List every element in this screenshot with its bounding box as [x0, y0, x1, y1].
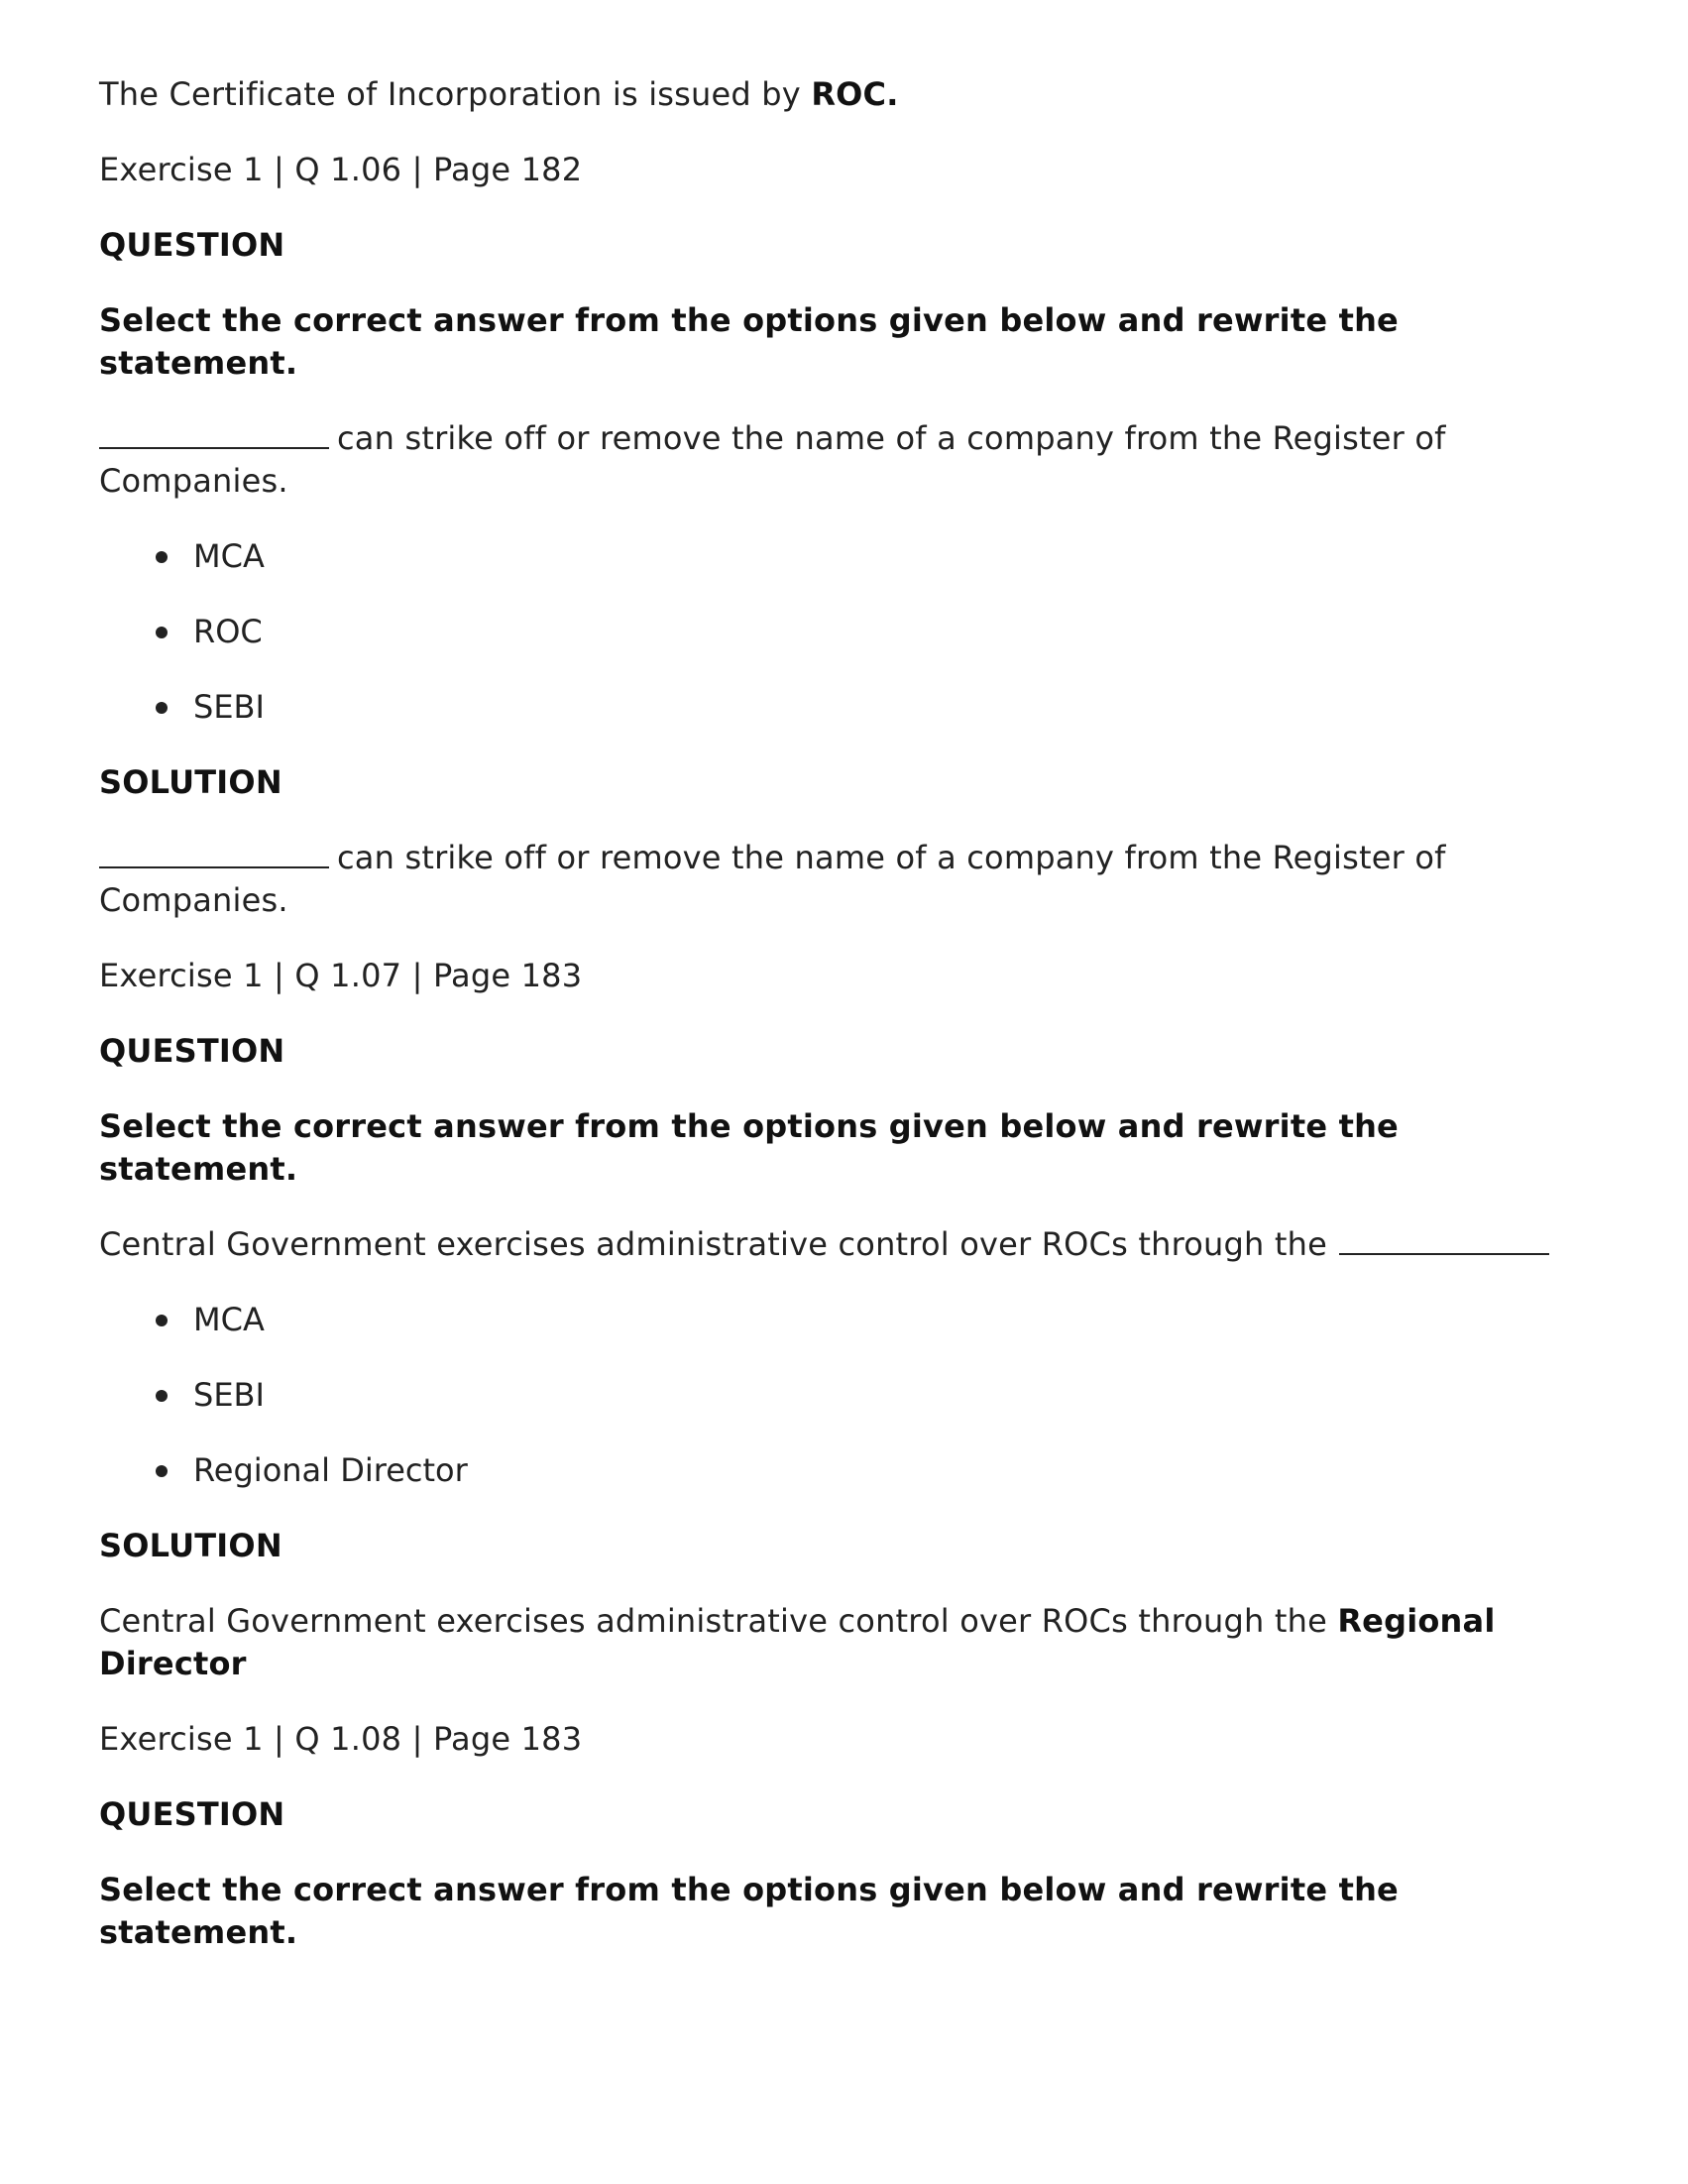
q107-solution-text: Central Government exercises administrative control over ROCs through the	[99, 1602, 1338, 1640]
q107-statement	[99, 1223, 1606, 1266]
list-item	[99, 1374, 1606, 1417]
answer-blank	[99, 417, 329, 449]
q107-solution	[99, 1600, 1606, 1685]
q106-instruction: Select the correct answer from the options given below and rewrite the statement.	[99, 301, 1399, 382]
previous-answer-text: The Certificate of Incorporation is issued by	[99, 75, 812, 113]
bullet-icon	[156, 1390, 168, 1402]
q107-instruction: Select the correct answer from the options given below and rewrite the statement.	[99, 1107, 1399, 1188]
q106-statement	[99, 417, 1606, 503]
q106-question-heading: QUESTION	[99, 226, 285, 264]
option-label: ROC	[193, 613, 263, 650]
q106-solution-heading: SOLUTION	[99, 763, 282, 801]
bullet-icon	[156, 1315, 168, 1326]
answer-blank	[99, 837, 329, 868]
list-item	[99, 1299, 1606, 1341]
list-item	[99, 686, 1606, 729]
bullet-icon	[156, 627, 168, 638]
q108-instruction: Select the correct answer from the options given below and rewrite the statement.	[99, 1871, 1399, 1951]
option-label: SEBI	[193, 1376, 265, 1414]
option-label: MCA	[193, 1301, 265, 1338]
q107-statement-text: Central Government exercises administrative control over ROCs through the	[99, 1225, 1327, 1263]
bullet-icon	[156, 1465, 168, 1477]
q106-reference: Exercise 1 | Q 1.06 | Page 182	[99, 151, 583, 188]
document-page	[99, 73, 1606, 1987]
q108-question-heading: QUESTION	[99, 1795, 285, 1833]
q106-solution-text: can strike off or remove the name of a company from the Register of Companies.	[99, 839, 1446, 919]
option-label: SEBI	[193, 688, 265, 726]
previous-answer-line	[99, 73, 1606, 116]
q107-solution-heading: SOLUTION	[99, 1527, 282, 1564]
q108-reference: Exercise 1 | Q 1.08 | Page 183	[99, 1720, 583, 1758]
bullet-icon	[156, 551, 168, 563]
list-item	[99, 611, 1606, 653]
bullet-icon	[156, 702, 168, 714]
q107-options-list	[99, 1299, 1606, 1492]
q107-question-heading: QUESTION	[99, 1032, 285, 1070]
list-item	[99, 535, 1606, 578]
q106-statement-text: can strike off or remove the name of a company from the Register of Companies.	[99, 419, 1446, 500]
answer-blank	[1339, 1223, 1549, 1255]
q107-reference: Exercise 1 | Q 1.07 | Page 183	[99, 957, 583, 994]
q106-solution	[99, 837, 1606, 922]
previous-answer-bold: ROC.	[811, 75, 899, 113]
list-item	[99, 1449, 1606, 1492]
q107-solution-answer: Regional Director	[99, 1602, 1496, 1682]
option-label: MCA	[193, 537, 265, 575]
q106-options-list	[99, 535, 1606, 729]
option-label: Regional Director	[193, 1451, 468, 1489]
